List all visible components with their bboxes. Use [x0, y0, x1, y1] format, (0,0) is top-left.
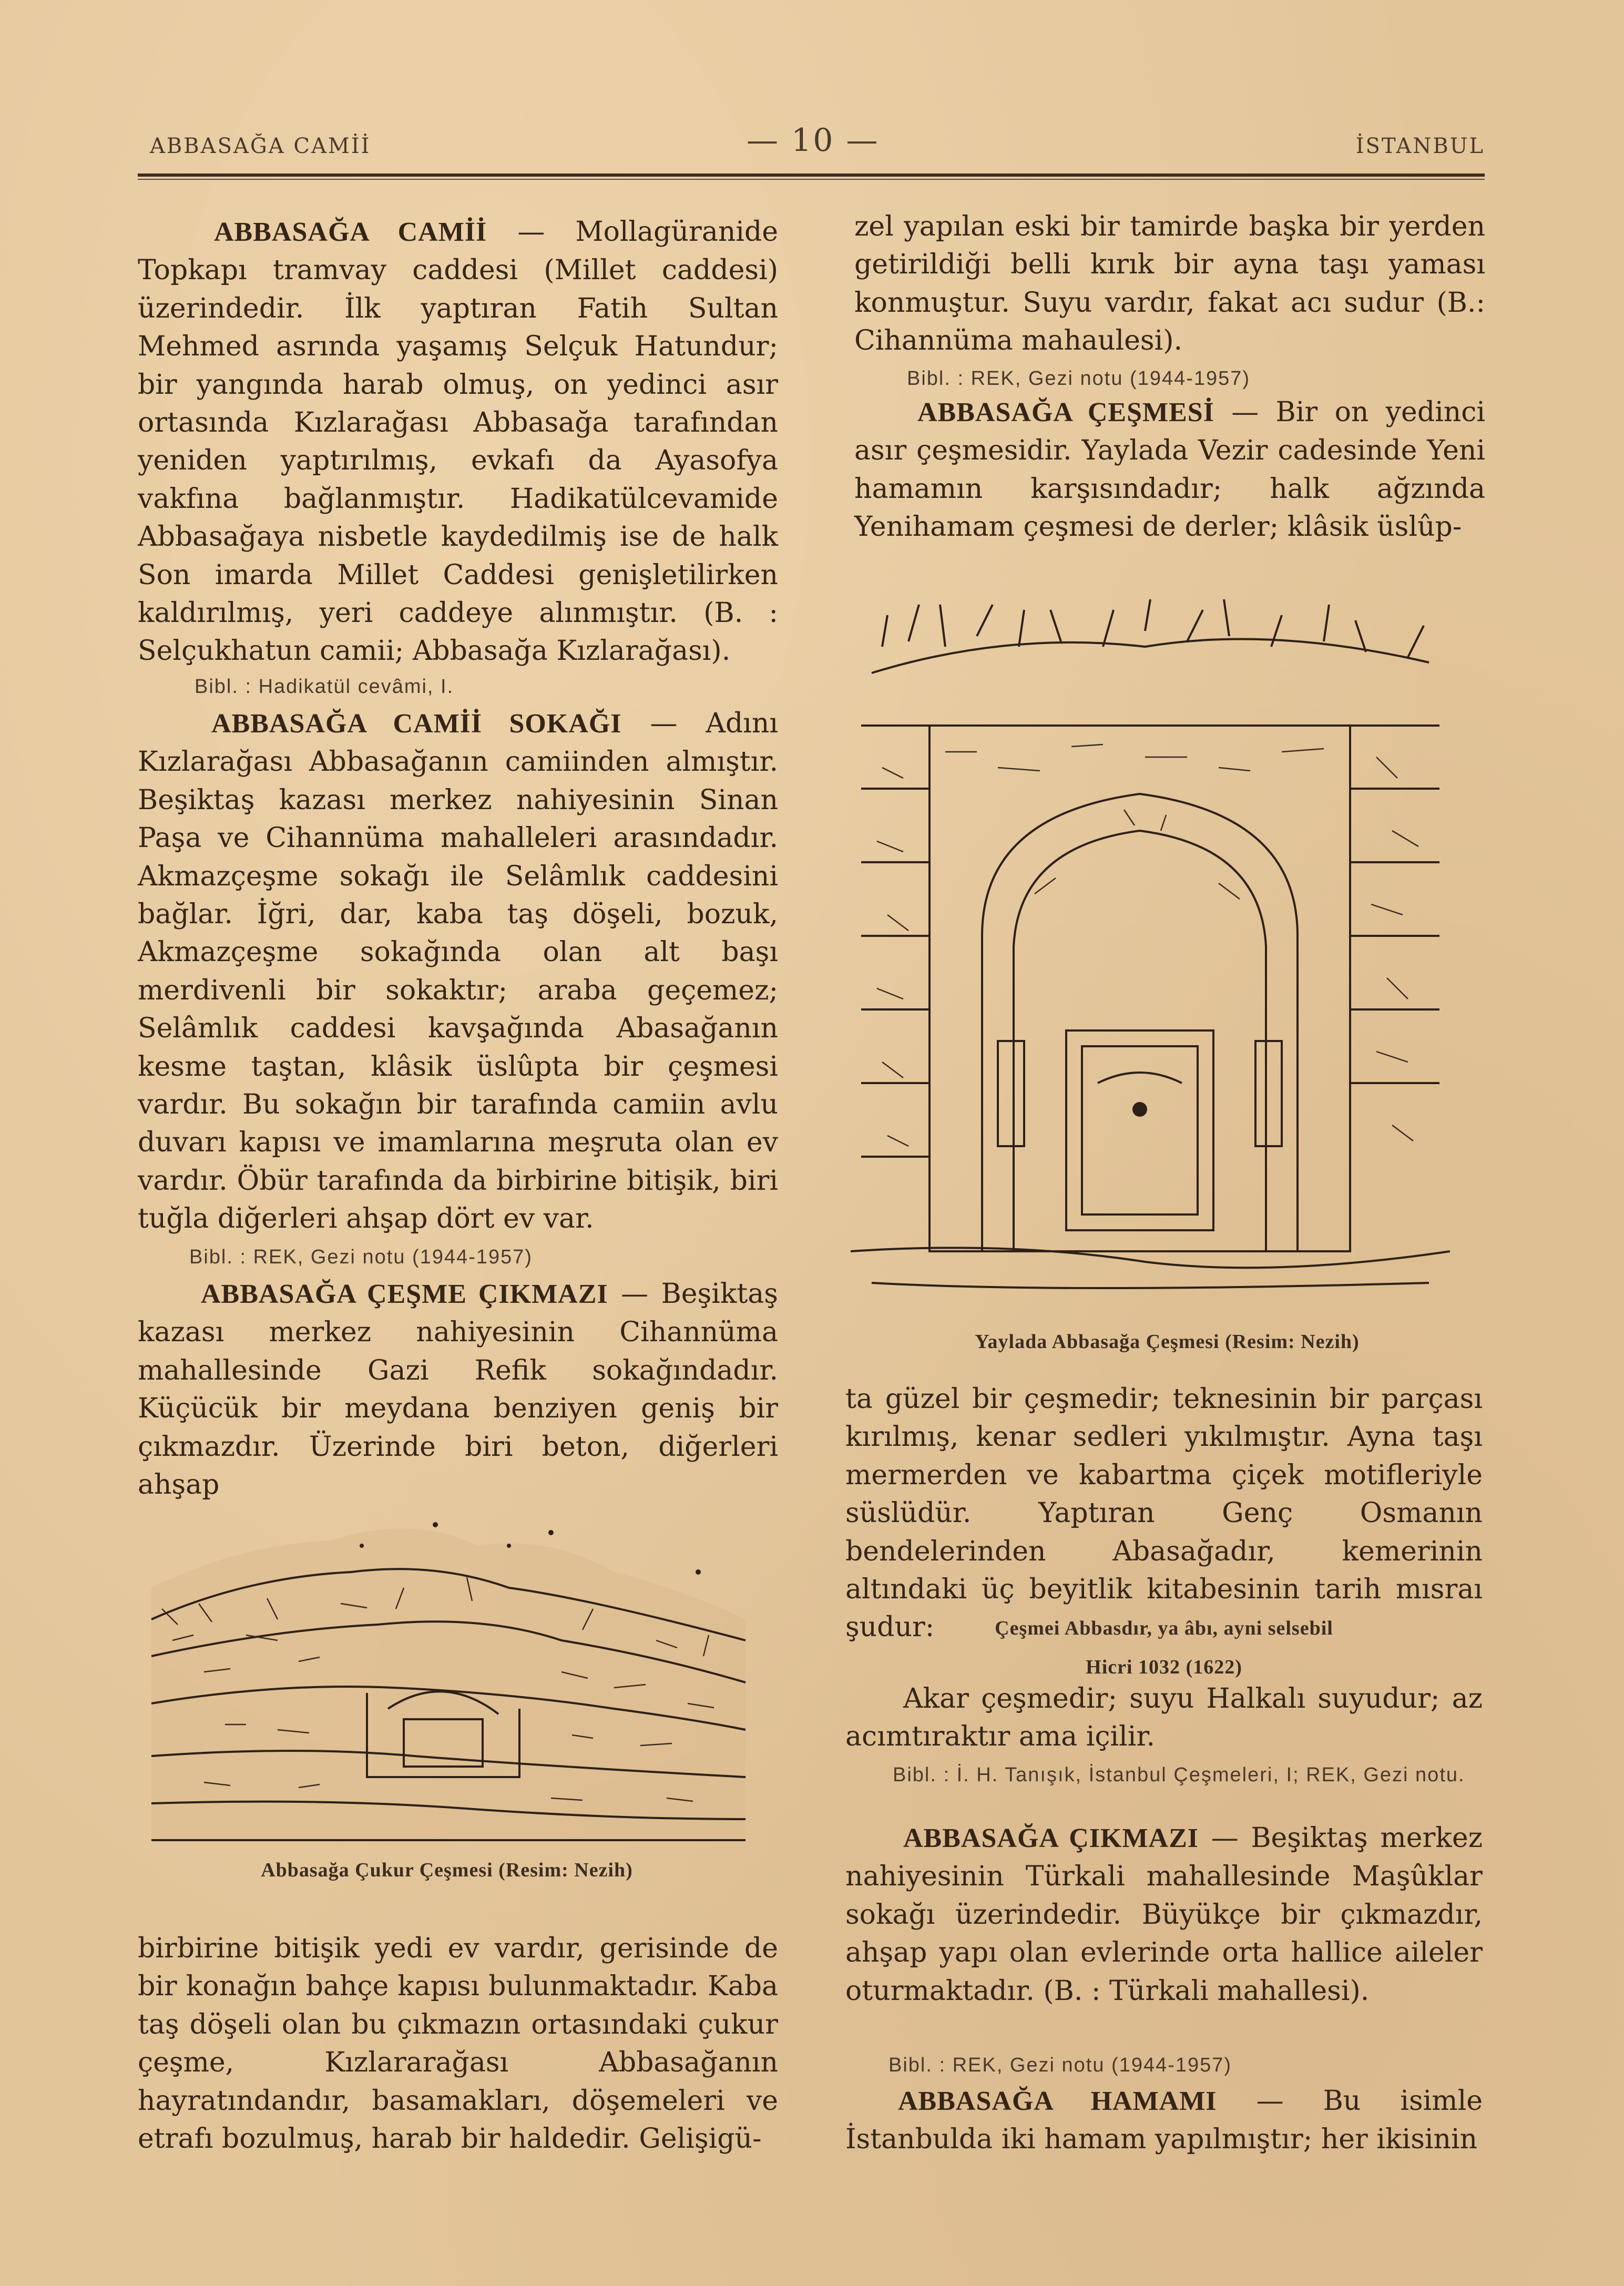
entry-abbasaga-camii	[138, 213, 778, 670]
figure-caption-left: Abbasağa Çukur Çeşmesi (Resim: Nezih)	[261, 1859, 633, 1881]
entry-body: — Beşiktaş merkez nahiyesinin Türkali mahallesinde Maşûklar sokağı üzerindedir. Büyükçe bir çıkmazdır, ahşap yapı olan evlerinde orta hallice aileler oturmaktadır. (B. : Türkali mahallesi).	[845, 1822, 1483, 2007]
running-header-left: ABBASAĞA CAMİİ	[150, 134, 371, 158]
verse-line: Çeşmei Abbasdır, ya âbı, ayni selsebil	[995, 1617, 1333, 1639]
figure-caption-right: Yaylada Abbasağa Çeşmesi (Resim: Nezih)	[975, 1331, 1360, 1353]
entry-body: — Adını Kızlarağası Abbasağanın camiinden almıştır. Beşiktaş kazası merkez nahiyesinin Sinan Paşa ve Cihannüma mahalleleri arasındadır. Akmazçeşme sokağı ile Selâmlık caddesini bağlar. İğri, dar, kaba taş döşeli, bozuk, Akmazçeşme sokağında olan alt başı merdivenli bir sokaktır; araba geçemez; Selâmlık caddesi kavşağında Abasağanın kesme taştan, klâsik üslûpta bir çeşmesi vardır. Bu sokağın bir tarafında camiin avlu duvarı kapısı ve imamlarına meşruta olan ev vardır. Öbür tarafında da birbirine bitişik, biri tuğla diğerleri ahşap dört ev var.	[138, 708, 778, 1235]
entry-continuation: birbirine bitişik yedi ev vardır, gerisinde de bir konağın bahçe kapısı bulunmaktadır. Kaba taş döşeli olan bu çıkmazın ortasındaki çukur çeşme, Kızlararağası Abbasağanın hayratındandır, basamakları, döşemeleri ve etrafı bozulmuş, harab bir haldedir. Gelişigü-	[138, 1933, 778, 2155]
entry-body: — Mollagüranide Topkapı tramvay caddesi (Millet caddesi) üzerindedir. İlk yaptıran Fatih Sultan Mehmed asrında yaşamış Selçuk Hatundur; bir yangında harab olmuş, on yedinci asır ortasında Kızlarağası Abbasağa tarafından yeniden yaptırılmış, evkafı da Ayasofya vakfına bağlanmıştır. Hadikatülcevamide Abbasağaya nisbetle kaydedilmiş ise de halk Son imarda Millet Caddesi genişletilirken kaldırılmış, yeri caddeye alınmıştır. (B. : Selçukhatun camii; Abbasağa Kızlarağası).	[138, 216, 778, 667]
running-header-right: İSTANBUL	[1355, 134, 1485, 158]
bibliography-note: Bibl. : REK, Gezi notu (1944-1957)	[189, 1246, 533, 1268]
verse-date: Hicri 1032 (1622)	[1086, 1656, 1242, 1678]
entry-abbasaga-cikmazi	[845, 1819, 1483, 2010]
bibliography-note: Bibl. : REK, Gezi notu (1944-1957)	[888, 2054, 1232, 2076]
entry-heading: ABBASAĞA CAMİİ SOKAĞI	[211, 709, 622, 739]
entry-heading: ABBASAĞA CAMİİ	[214, 217, 487, 247]
entry-body: — Bir on yedinci asır çeşmesidir. Yaylada Vezir cadesinde Yeni hamamın karşısındadır; halk ağzında Yenihamam çeşmesi de derler; klâsik üslûp-	[854, 396, 1485, 543]
header-rule-thin	[138, 179, 1485, 180]
bibliography-note: Bibl. : Hadikatül cevâmi, I.	[195, 676, 454, 698]
entry-heading: ABBASAĞA ÇEŞMESİ	[917, 397, 1214, 427]
entry-abbasaga-cesmesi	[854, 393, 1485, 546]
entry-heading: ABBASAĞA ÇIKMAZI	[903, 1823, 1199, 1853]
entry-body: — Bu isimle İstanbulda iki hamam yapılmıştır; her ikisinin	[845, 2085, 1483, 2156]
yaylada-cesme-illustration	[851, 568, 1450, 1314]
entry-body: — Beşiktaş kazası merkez nahiyesinin Cihannüma mahallesinde Gazi Refik sokağındadır. Küçücük bir meydana benziyen geniş bir çıkmazdır. Üzerinde biri beton, diğerleri ahşap	[138, 1278, 778, 1501]
page-number: — 10 —	[747, 122, 880, 159]
entry-abbasaga-cesme-cikmazi	[138, 1275, 778, 1504]
entry-abbasaga-hamami	[845, 2082, 1483, 2159]
bibliography-note: Bibl. : İ. H. Tanışık, İstanbul Çeşmeleri, I; REK, Gezi notu.	[893, 1764, 1465, 1786]
bibliography-note: Bibl. : REK, Gezi notu (1944-1957)	[907, 368, 1251, 390]
continued-text: zel yapılan eski bir tamirde başka bir yerden getirildiği belli kırık bir ayna taşı yaması konmuştur. Suyu vardır, fakat acı sudur (B.: Cihannüma mahaulesi).	[854, 211, 1485, 357]
after-verse-text: Akar çeşmedir; suyu Halkalı suyudur; az acımtıraktır ama içilir.	[845, 1683, 1483, 1753]
entry-abbasaga-camii-sokagi	[138, 705, 778, 1238]
cukur-cesme-illustration	[141, 1483, 756, 1851]
header-rule	[138, 174, 1485, 177]
entry-heading: ABBASAĞA ÇEŞME ÇIKMAZI	[201, 1279, 608, 1309]
entry-continuation: ta güzel bir çeşmedir; teknesinin bir parçası kırılmış, kenar sedleri yıkılmıştır. Ayna taşı mermerden ve kabartma çiçek motifleriyle süslüdür. Yaptıran Genç Osmanın bendelerinden Abasağadır, kemerinin altındaki üç beyitlik kitabesinin tarih mısraı şudur:	[845, 1383, 1483, 1644]
inscription-verse	[845, 1609, 1483, 1687]
entry-heading: ABBASAĞA HAMAMI	[898, 2086, 1217, 2116]
